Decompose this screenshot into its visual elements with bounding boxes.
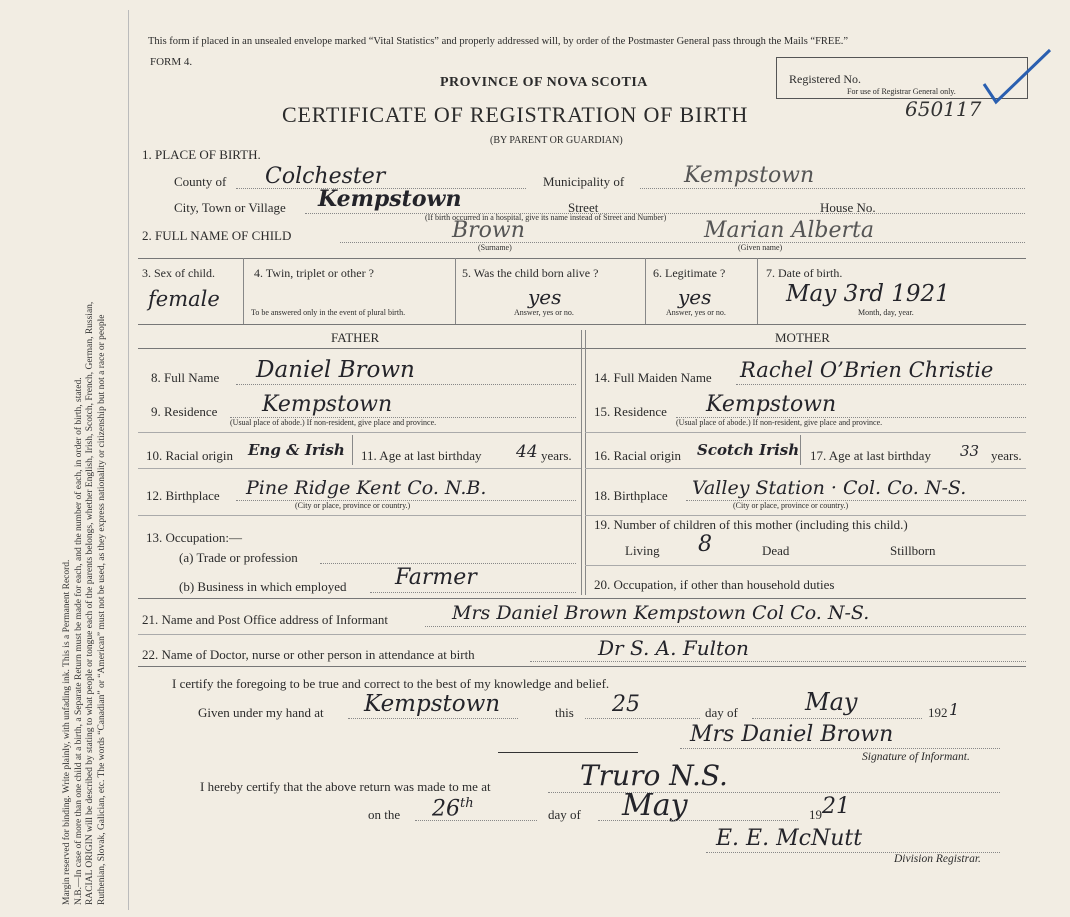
trade-line (320, 563, 576, 564)
registrar-month: May (622, 788, 688, 823)
registrar-signature-label: Division Registrar. (894, 853, 981, 865)
mother-race: Scotch Irish (697, 441, 800, 459)
given-label: Given under my hand at (198, 705, 324, 720)
given-name-label: (Given name) (738, 243, 783, 252)
mother-years: years. (991, 448, 1022, 463)
municipality-label: Municipality of (543, 174, 625, 189)
date-value: May 3rd 1921 (786, 281, 950, 307)
row3-bottom-rule (138, 324, 1026, 325)
doctor-label: 22. Name of Doctor, nurse or other person in attendance at birth (142, 647, 475, 662)
mother-residence-label: 15. Residence (594, 404, 667, 419)
mother-age-label: 17. Age at last birthday (810, 448, 931, 463)
father-residence: Kempstown (262, 392, 393, 417)
mother-heading: MOTHER (775, 330, 830, 345)
registrar-day (432, 796, 474, 821)
street-label: Street (568, 200, 599, 215)
city-label: City, Town or Village (174, 200, 286, 215)
informant-label: 21. Name and Post Office address of Informant (142, 612, 388, 627)
father-name-line (236, 384, 576, 385)
informant-line (425, 626, 1026, 627)
mother-age: 33 (960, 442, 980, 460)
row3-divider (455, 258, 456, 324)
registrar-place: Truro N.S. (580, 759, 728, 792)
trade-label: (a) Trade or profession (179, 550, 298, 565)
mother-name-label: 14. Full Maiden Name (594, 370, 712, 385)
certify-day-of-label: day of (705, 705, 738, 720)
given-place-line (348, 718, 518, 719)
registered-label: Registered No. (789, 72, 861, 86)
row3-divider (243, 258, 244, 324)
living-label: Living (625, 543, 660, 558)
father-birthplace-label: 12. Birthplace (146, 488, 220, 503)
registrar-day-line (415, 820, 537, 821)
informant-signature-label: Signature of Informant. (862, 751, 970, 763)
hospital-note: (If birth occurred in a hospital, give its name instead of Street and Number) (425, 213, 667, 222)
registrar-on-label: on the (368, 807, 401, 822)
twin-label: 4. Twin, triplet or other ? (254, 266, 374, 280)
certificate-title: CERTIFICATE OF REGISTRATION OF BIRTH (282, 102, 749, 127)
mother-name-line (736, 384, 1026, 385)
registrar-year-hw: 21 (822, 794, 850, 819)
margin-line-1: Margin reserved for binding. Write plainly, with unfading ink. This is a Permanent Record. (62, 559, 72, 905)
father-rule (138, 432, 581, 433)
registered-note: For use of Registrar General only. (847, 87, 956, 96)
father-birthplace: Pine Ridge Kent Co. N.B. (246, 477, 487, 499)
mother-birthplace: Valley Station · Col. Co. N-S. (692, 477, 967, 499)
municipality-line (640, 188, 1025, 189)
informant-signature: Mrs Daniel Brown (690, 722, 894, 747)
doctor-value: Dr S. A. Fulton (598, 636, 749, 660)
place-heading: 1. PLACE OF BIRTH. (142, 147, 261, 162)
certify-line: I certify the foregoing to be true and correct to the best of my knowledge and belief. (172, 676, 610, 691)
doctor-rule (138, 666, 1026, 667)
parents-heading-rule (138, 348, 1026, 349)
registrar-signature: E. E. McNutt (716, 826, 863, 851)
children-label: 19. Number of children of this mother (including this child.) (594, 517, 908, 532)
certify-day: 25 (612, 692, 640, 717)
municipality-value: Kempstown (684, 163, 815, 188)
informant-rule (138, 634, 1026, 635)
legitimate-note: Answer, yes or no. (666, 308, 726, 317)
mother-occupation-label: 20. Occupation, if other than household duties (594, 577, 835, 592)
margin-line-3: RACIAL ORIGIN will be described by stating to what people or tongue each of the parents belongs, whether English, Irish, Scotch, French, German, Russian, (85, 301, 95, 905)
father-name: Daniel Brown (256, 357, 415, 383)
registered-number: 650117 (905, 97, 982, 121)
registrar-place-line (548, 792, 1000, 793)
city-value: Kempstown (318, 186, 462, 212)
margin-line-2: N.B.—In case of more than one child at a birth, a Separate Return must be made for each, and the number of each, in order of birth, stated. (73, 377, 84, 905)
doctor-line (530, 661, 1026, 662)
father-race-divider (352, 435, 353, 465)
father-age: 44 (516, 442, 538, 462)
mother-residence: Kempstown (706, 392, 837, 417)
alive-note: Answer, yes or no. (514, 308, 574, 317)
child-surname: Brown (452, 218, 525, 243)
certify-month-line (752, 718, 922, 719)
registrar-day-of-label: day of (548, 807, 581, 822)
father-birthplace-note: (City or place, province or country.) (295, 501, 411, 510)
house-label: House No. (820, 200, 876, 215)
date-label: 7. Date of birth. (766, 266, 843, 280)
twin-note: To be answered only in the event of plural birth. (251, 308, 406, 317)
county-value: Colchester (265, 164, 386, 189)
given-place: Kempstown (364, 691, 501, 717)
stillborn-label: Stillborn (890, 543, 936, 558)
margin-line-4: Ruthenian, Slovak, Galician, etc. The words “Canadian” or “American” must not be used, as they express nationality or citizenship but not a race or people (96, 314, 107, 905)
business-label: (b) Business in which employed (179, 579, 347, 594)
short-rule (498, 752, 638, 753)
row3-top-rule (138, 258, 1026, 259)
legitimate-value: yes (678, 285, 712, 309)
mother-race-label: 16. Racial origin (594, 448, 682, 463)
checkmark-icon (980, 44, 1055, 109)
row3-divider (757, 258, 758, 324)
child-line (340, 242, 1025, 243)
mother-race-divider (800, 435, 801, 465)
certify-year-print: 192 (928, 705, 948, 720)
mother-residence-note: (Usual place of abode.) If non-resident, give place and province. (676, 418, 883, 427)
legitimate-label: 6. Legitimate ? (653, 266, 726, 280)
alive-label: 5. Was the child born alive ? (462, 266, 599, 280)
registrar-day-number: 26 (432, 796, 460, 822)
registrar-line: I hereby certify that the above return was made to me at (200, 779, 491, 794)
parents-bottom-rule (138, 598, 1026, 599)
margin-instructions (62, 25, 108, 905)
father-rule (138, 468, 581, 469)
certify-year-hw: 1 (949, 700, 960, 719)
registrar-year-print: 19 (809, 807, 822, 822)
form-number: FORM 4. (150, 56, 193, 68)
mother-rule (585, 432, 1026, 433)
county-label: County of (174, 174, 227, 189)
father-residence-note: (Usual place of abode.) If non-resident, give place and province. (230, 418, 437, 427)
father-age-label: 11. Age at last birthday (361, 448, 482, 463)
business-value: Farmer (395, 565, 477, 590)
mother-rule (585, 515, 1026, 516)
mother-birthplace-label: 18. Birthplace (594, 488, 668, 503)
sex-label: 3. Sex of child. (142, 266, 215, 280)
surname-label: (Surname) (478, 243, 512, 252)
living-value: 8 (698, 532, 712, 557)
mailing-notice: This form if placed in an unsealed envelope marked “Vital Statistics” and properly addressed will, by order of the Postmaster General pass through the Mails “FREE.” (148, 36, 849, 47)
occupation-label: 13. Occupation:— (146, 530, 243, 545)
father-race: Eng & Irish (248, 441, 345, 459)
father-years: years. (541, 448, 572, 463)
dead-label: Dead (762, 543, 790, 558)
this-label: this (555, 705, 574, 720)
date-note: Month, day, year. (858, 308, 914, 317)
father-rule (138, 515, 581, 516)
registrar-month-line (598, 820, 798, 821)
margin-rule (128, 10, 129, 910)
father-residence-label: 9. Residence (151, 404, 218, 419)
registrar-day-suffix: th (460, 796, 474, 811)
informant-signature-line (680, 748, 1000, 749)
father-name-label: 8. Full Name (151, 370, 220, 385)
sex-value: female (148, 287, 220, 311)
mother-rule (585, 468, 1026, 469)
mother-name: Rachel O’Brien Christie (740, 358, 994, 382)
business-line (370, 592, 576, 593)
mother-birthplace-note: (City or place, province or country.) (733, 501, 849, 510)
child-given-name: Marian Alberta (704, 218, 874, 243)
alive-value: yes (528, 285, 562, 309)
parents-center-rule (581, 330, 582, 595)
father-race-label: 10. Racial origin (146, 448, 234, 463)
province-title: PROVINCE OF NOVA SCOTIA (440, 75, 648, 90)
child-heading: 2. FULL NAME OF CHILD (142, 228, 292, 243)
certify-day-line (585, 718, 700, 719)
row3-divider (645, 258, 646, 324)
mother-rule (585, 565, 1026, 566)
certify-month: May (805, 688, 858, 716)
parents-center-rule-2 (585, 330, 586, 595)
father-heading: FATHER (331, 330, 380, 345)
certificate-subtitle: (BY PARENT OR GUARDIAN) (490, 135, 623, 146)
informant-value: Mrs Daniel Brown Kempstown Col Co. N-S. (452, 602, 870, 624)
